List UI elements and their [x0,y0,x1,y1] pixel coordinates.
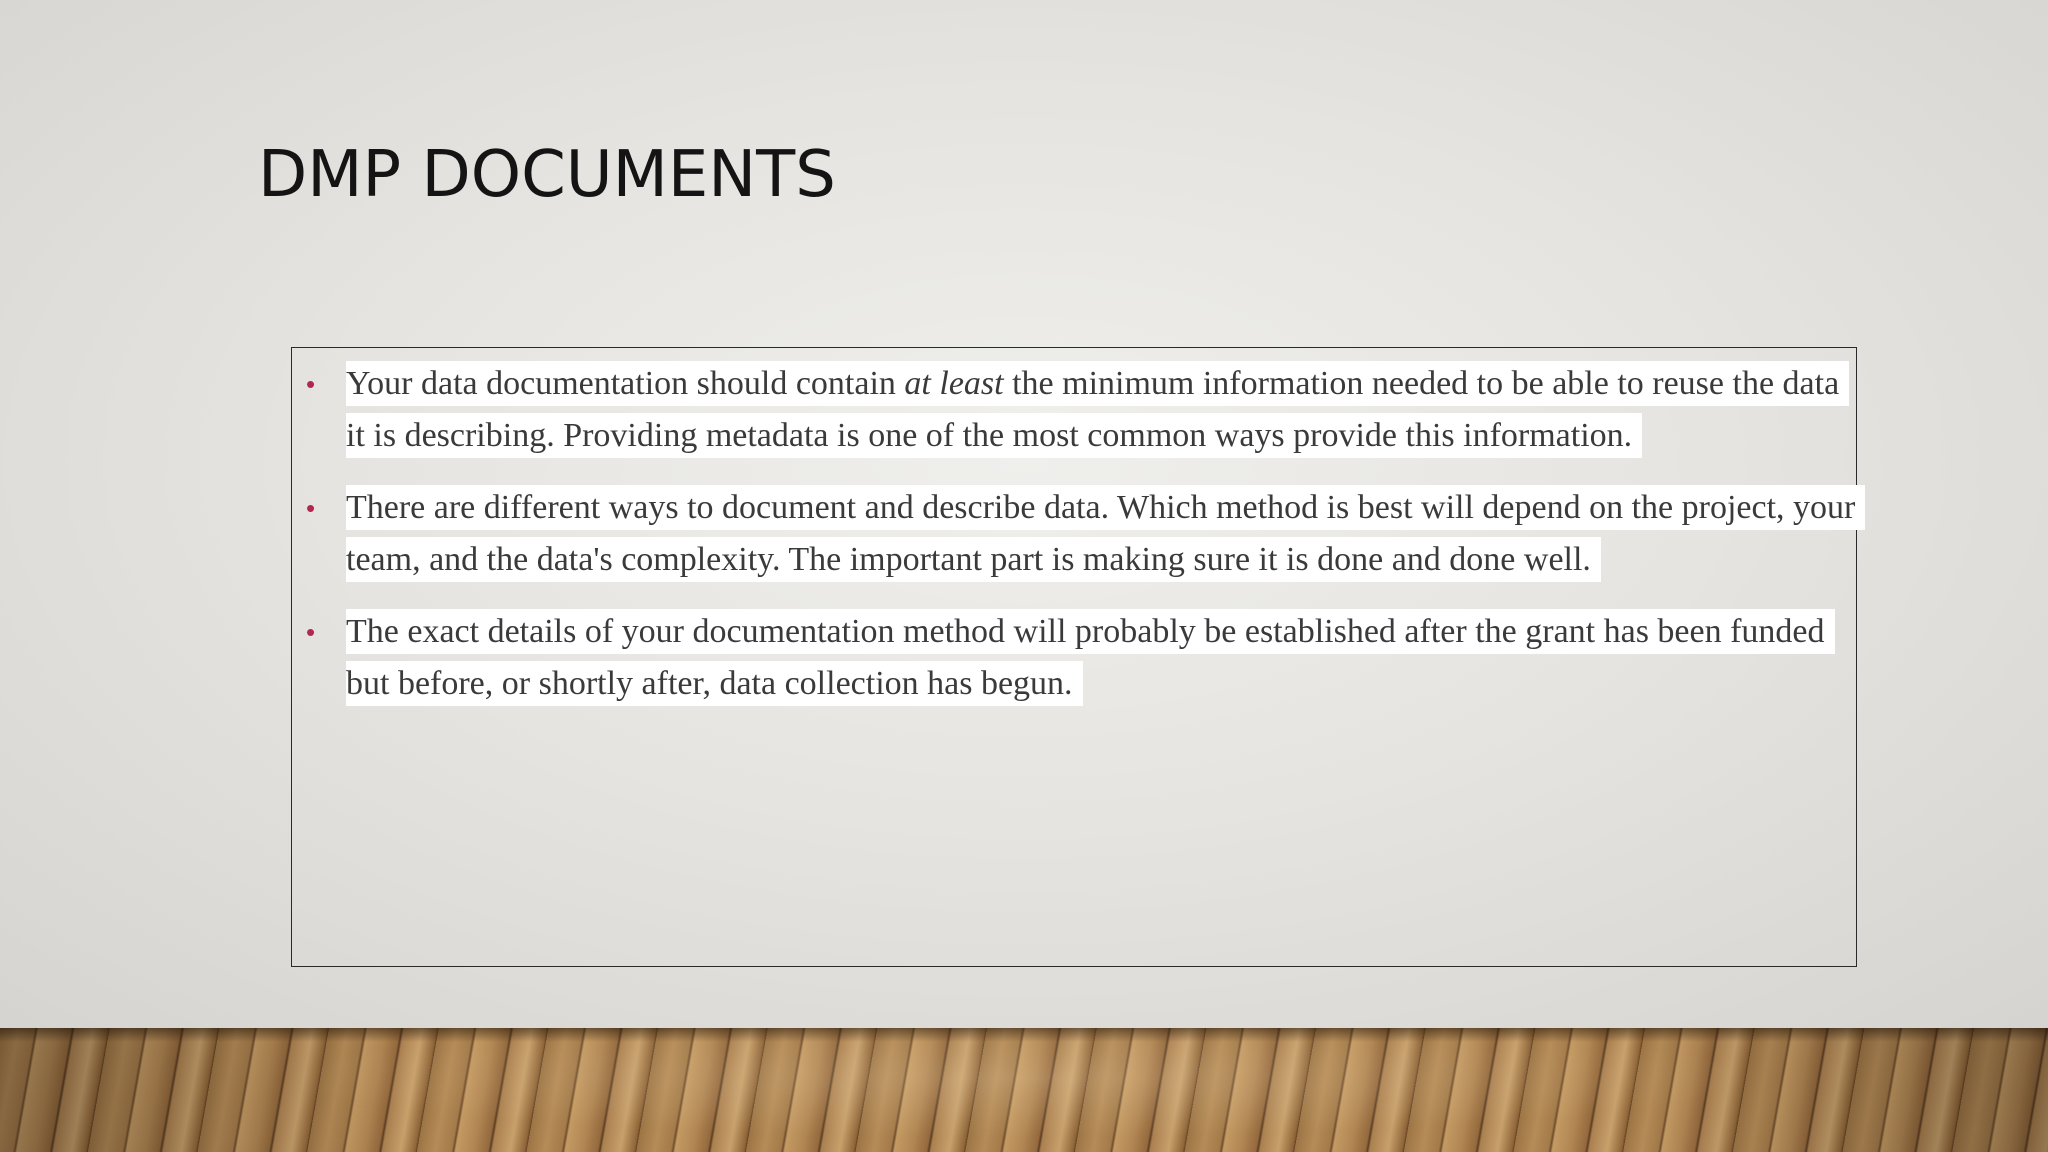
bullet-text-before: Your data documentation should contain [346,365,905,402]
bullet-item [292,358,1858,462]
bullet-list [292,358,1858,730]
bullet-item [292,482,1858,586]
content-text-box[interactable] [291,347,1857,967]
bullet-text [346,361,1849,458]
bullet-item [292,606,1858,710]
bullet-icon: • [306,493,316,523]
bullet-text-emphasis: at least [904,365,1004,402]
bullet-text-after: the minimum information needed to be able to reuse the data it is describing. Providing metadata is one of the most common ways provide this information. [346,365,1840,454]
bullet-text: The exact details of your documentation method will probably be established after the grant has been funded but before, or shortly after, data collection has begun. [346,609,1835,706]
floor-shading [0,1028,2048,1152]
bullet-text: There are different ways to document and describe data. Which method is best will depend on the project, your team, and the data's complexity. The important part is making sure it is done and done well. [346,485,1865,582]
bullet-icon: • [306,369,316,399]
bullet-icon: • [306,617,316,647]
slide-title: DMP DOCUMENTS [258,138,836,212]
